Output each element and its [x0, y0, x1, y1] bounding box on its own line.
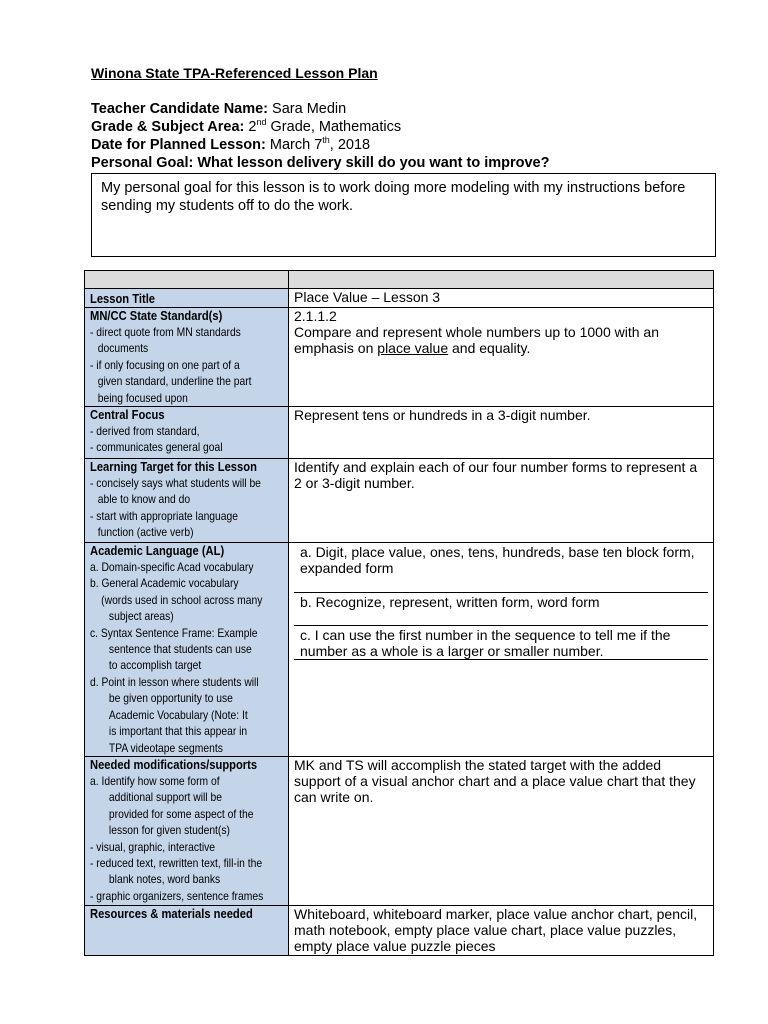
lesson-title-label: Lesson Title [90, 291, 156, 306]
grade-subject-label: Grade & Subject Area: [91, 119, 245, 135]
learning-target-row [85, 459, 714, 543]
modifications-desc-line: a. Identify how some form of [90, 774, 220, 789]
academic-language-desc-line: b. General Academic vocabulary [90, 576, 239, 591]
modifications-desc-line: provided for some aspect of the [108, 806, 254, 821]
academic-language-desc-line: Academic Vocabulary (Note: It [108, 707, 248, 722]
academic-language-desc-line: c. Syntax Sentence Frame: Example [90, 625, 258, 640]
personal-goal-text: My personal goal for this lesson is to work doing more modeling with my instructions before sending my students off to do the work. [101, 180, 686, 214]
academic-language-desc-line: d. Point in lesson where students will [90, 674, 259, 689]
learning-target-value: Identify and explain each of our four number forms to represent a 2 or 3-digit number. [294, 459, 698, 492]
modifications-label-cell [85, 757, 289, 906]
teacher-name-value: Sara Medin [272, 101, 347, 117]
standard-text-start: Compare and represent whole numbers up to 1000 with an emphasis on [294, 324, 659, 356]
lesson-title-value: Place Value – Lesson 3 [294, 289, 441, 305]
academic-language-desc-line: to accomplish target [108, 658, 202, 673]
resources-value-cell [289, 906, 714, 956]
lesson-title-value-cell [289, 289, 714, 308]
learning-target-label: Learning Target for this Lesson [90, 459, 257, 475]
academic-language-label-cell [85, 543, 289, 757]
learning-target-desc-line: function (active verb) [97, 525, 194, 540]
resources-value: Whiteboard, whiteboard marker, place value anchor chart, pencil, math notebook, empty place value chart, place value puzzles, empty place value puzzle pieces [294, 906, 698, 955]
academic-language-desc-line: a. Domain-specific Acad vocabulary [90, 560, 254, 575]
central-focus-label-cell [85, 407, 289, 459]
standards-value-cell [289, 308, 714, 407]
standards-desc-line: given standard, underline the part [97, 374, 252, 389]
standard-code: 2.1.1.2 [294, 308, 337, 324]
learning-target-desc-line: - concisely says what students will be [90, 476, 261, 491]
lesson-date-year: , 2018 [329, 137, 371, 153]
standards-label-cell [85, 308, 289, 407]
learning-target-label-cell [85, 459, 289, 543]
learning-target-desc-line: - start with appropriate language [90, 508, 239, 523]
teacher-name-line [91, 100, 346, 118]
modifications-label: Needed modifications/supports [90, 757, 258, 773]
academic-language-desc-line: (words used in school across many [101, 592, 263, 607]
academic-language-d [294, 660, 708, 756]
lesson-title-row [85, 289, 714, 308]
lesson-date-month: March 7 [269, 137, 323, 153]
resources-label: Resources & materials needed [90, 906, 253, 922]
academic-language-label: Academic Language (AL) [90, 543, 225, 559]
central-focus-row [85, 407, 714, 459]
learning-target-desc-line: able to know and do [97, 492, 191, 507]
modifications-desc-line: additional support will be [108, 790, 222, 805]
personal-goal-line [91, 154, 549, 172]
document-title: Winona State TPA-Referenced Lesson Plan [91, 65, 378, 81]
academic-language-desc-line: subject areas) [108, 609, 174, 624]
grade-subject-value: Grade, Mathematics [270, 119, 402, 135]
personal-goal-label: Personal Goal: What lesson delivery skill do you want to improve? [91, 155, 550, 171]
lesson-title-label-cell [85, 289, 289, 308]
modifications-value-cell [289, 757, 714, 906]
table-header-row [85, 271, 714, 289]
standard-text-end: and equality. [448, 340, 531, 356]
header-cell-right [289, 271, 714, 289]
standard-text-underlined: place value [377, 340, 449, 356]
resources-label-cell [85, 906, 289, 956]
academic-language-c: c. I can use the first number in the sequence to tell me if the number as a whole is a larger or smaller number. [294, 626, 708, 660]
modifications-desc-line: - graphic organizers, sentence frames [90, 888, 264, 903]
modifications-desc-line: blank notes, word banks [108, 872, 221, 887]
academic-language-value-cell [289, 543, 714, 757]
modifications-row [85, 757, 714, 906]
central-focus-desc-line: - communicates general goal [90, 440, 223, 455]
standard-text [294, 324, 708, 356]
academic-language-desc-line: is important that this appear in [108, 724, 248, 739]
learning-target-value-cell [289, 459, 714, 543]
modifications-value: MK and TS will accomplish the stated target with the added support of a visual anchor chart and a place value chart that they can write on. [294, 757, 696, 806]
academic-language-b: b. Recognize, represent, written form, word form [294, 593, 708, 626]
standards-desc-line: - if only focusing on one part of a [90, 357, 240, 372]
grade-number: 2 [248, 119, 257, 135]
academic-language-row [85, 543, 714, 757]
academic-language-a: a. Digit, place value, ones, tens, hundreds, base ten block form, expanded form [294, 543, 708, 593]
standards-desc-line: being focused upon [97, 390, 188, 405]
central-focus-value-cell [289, 407, 714, 459]
academic-language-desc-line: be given opportunity to use [108, 691, 233, 706]
standards-desc-line: - direct quote from MN standards [90, 325, 241, 339]
academic-language-desc-line: TPA videotape segments [108, 740, 223, 755]
header-cell-left [85, 271, 289, 289]
standards-label: MN/CC State Standard(s) [90, 308, 223, 323]
modifications-desc-line: - reduced text, rewritten text, fill-in the [90, 856, 263, 871]
central-focus-value: Represent tens or hundreds in a 3-digit number. [294, 407, 591, 424]
grade-suffix: nd [256, 117, 267, 128]
resources-row [85, 906, 714, 956]
standards-desc-line: documents [97, 341, 149, 356]
teacher-name-label: Teacher Candidate Name: [91, 101, 269, 117]
standards-row [85, 308, 714, 407]
personal-goal-box [91, 173, 716, 257]
academic-language-desc-line: sentence that students can use [108, 642, 252, 657]
grade-subject-line [91, 118, 401, 136]
lesson-date-label: Date for Planned Lesson: [91, 137, 266, 153]
modifications-desc-line: lesson for given student(s) [108, 823, 230, 838]
lesson-date-line [91, 136, 370, 154]
modifications-desc-line: - visual, graphic, interactive [90, 839, 216, 854]
central-focus-label: Central Focus [90, 407, 165, 423]
lesson-plan-table [84, 270, 714, 956]
lesson-date-suffix: th [322, 135, 330, 146]
central-focus-desc-line: - derived from standard, [90, 424, 200, 439]
